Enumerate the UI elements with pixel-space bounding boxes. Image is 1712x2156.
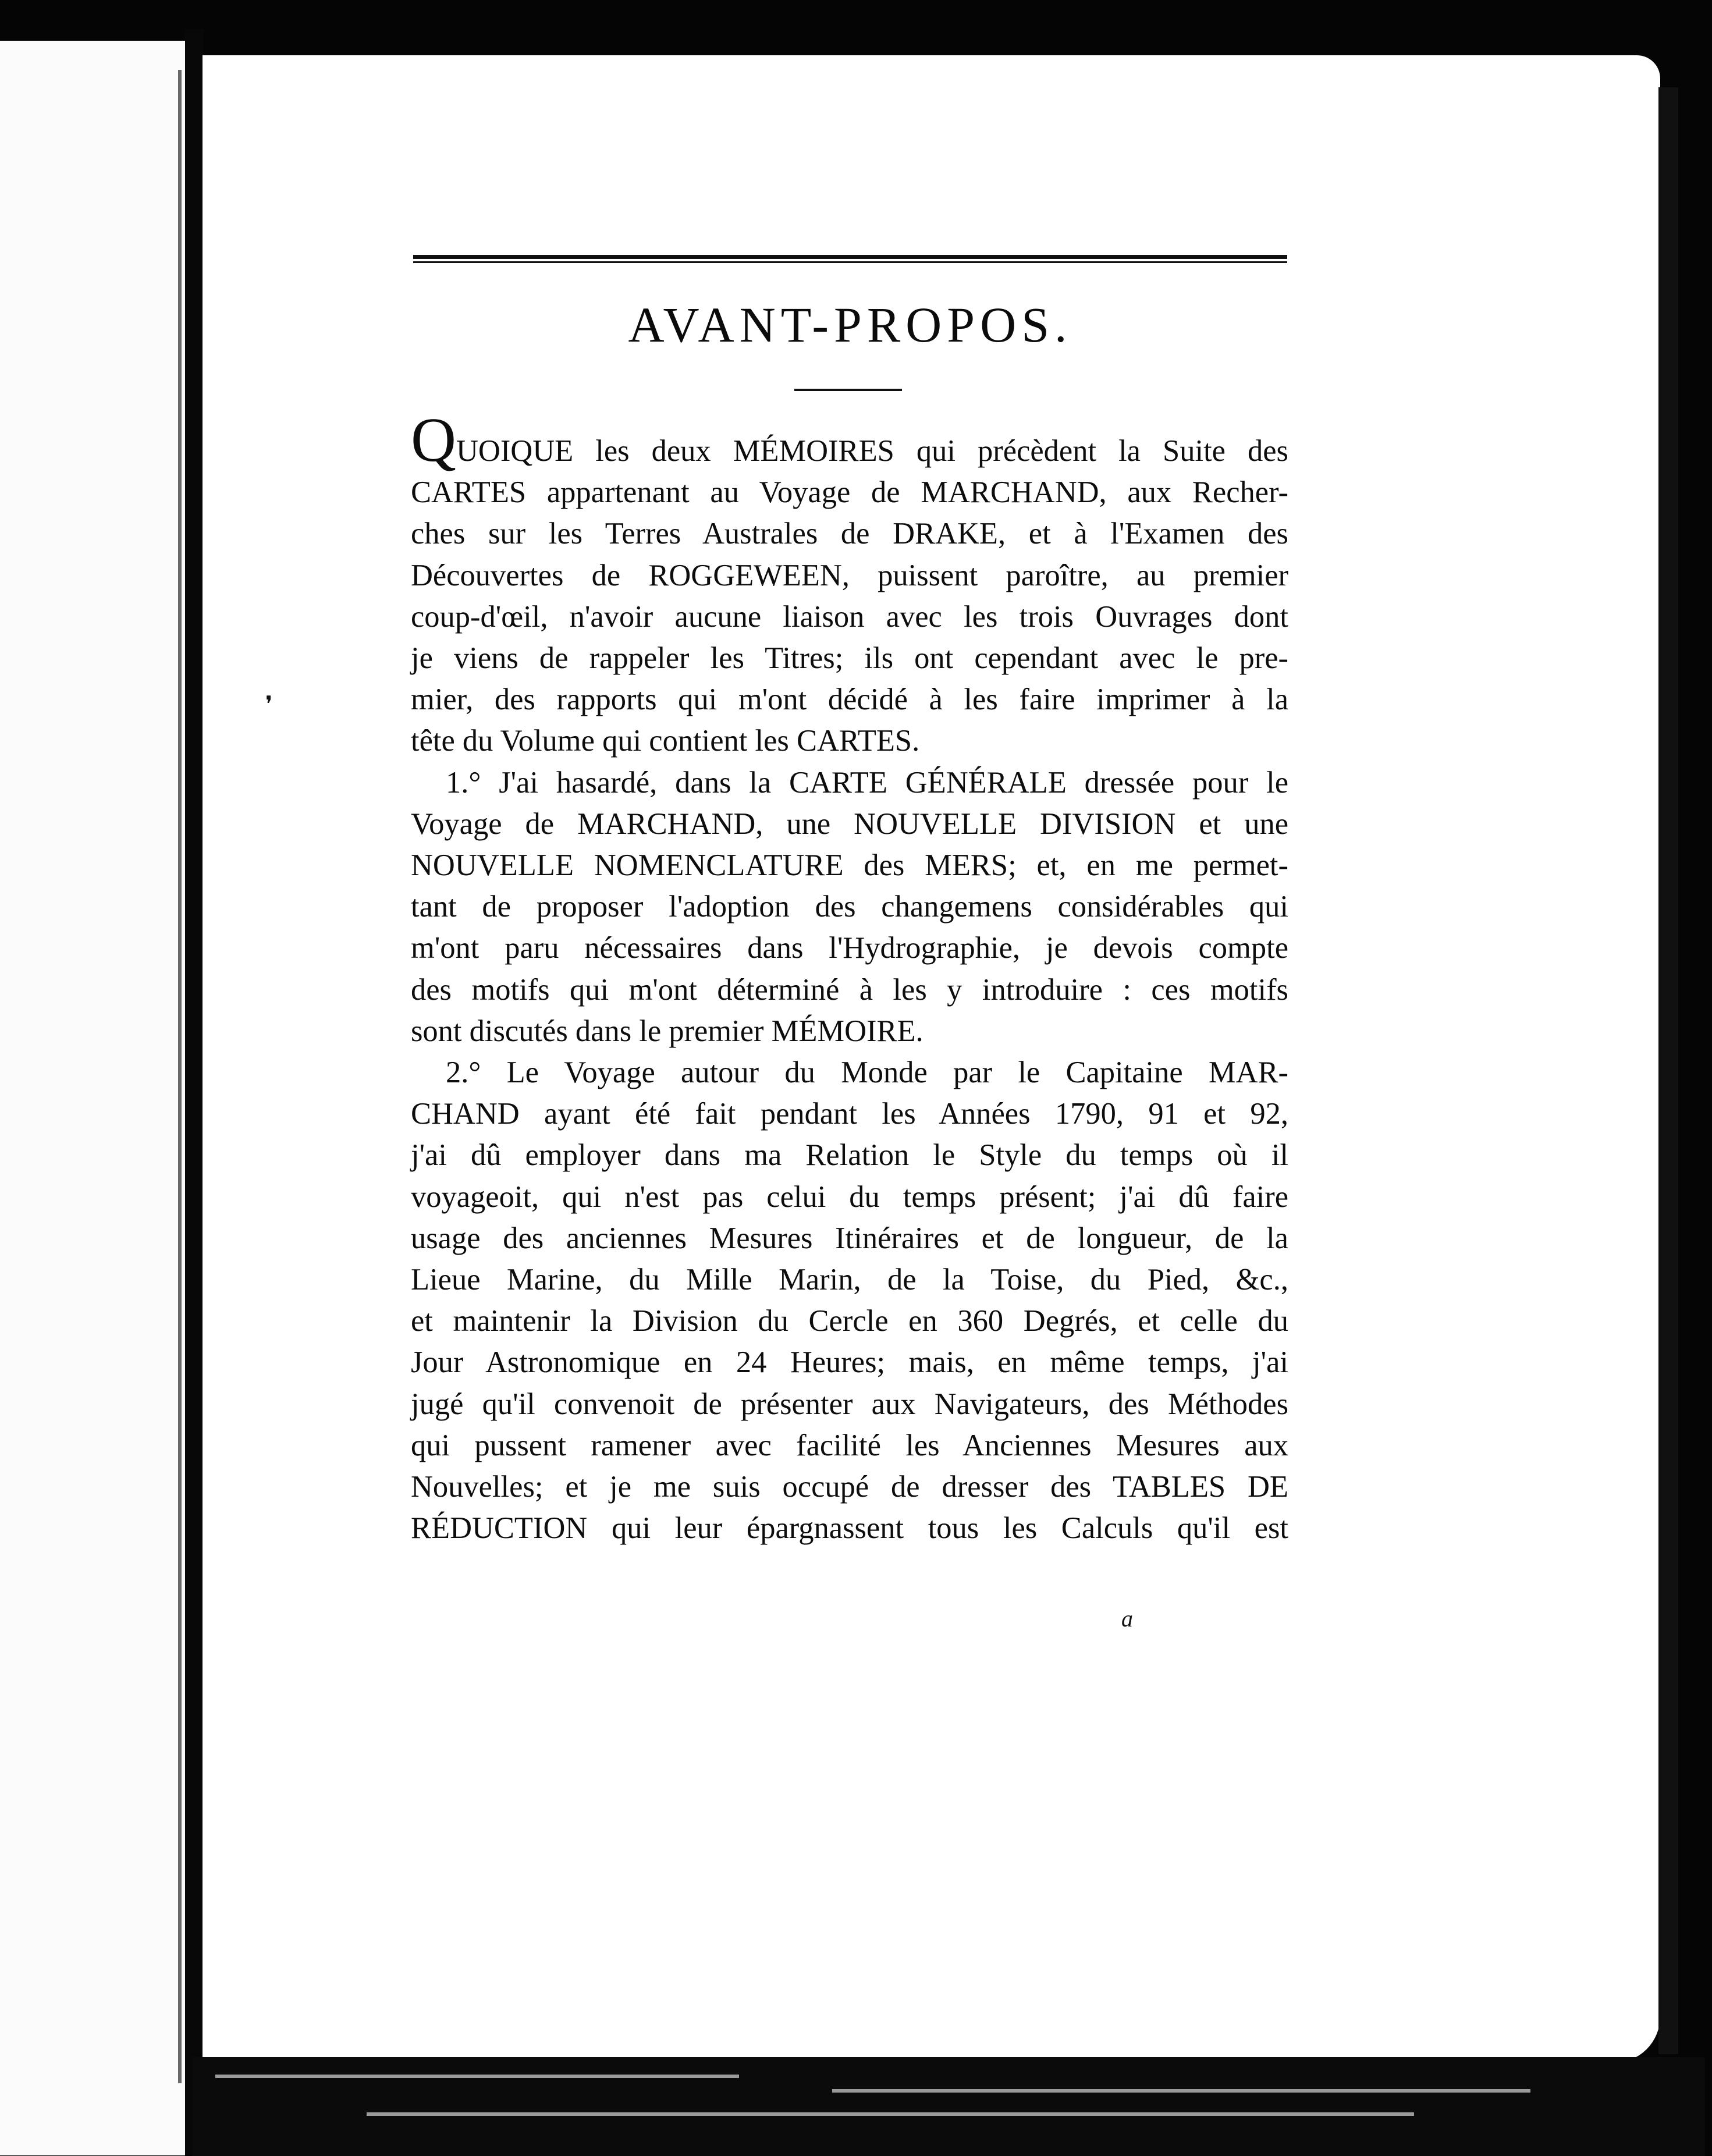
- text-line: Découvertes de ROGGEWEEN, puissent paroître, au premier: [411, 558, 1288, 592]
- text-line: m'ont paru nécessaires dans l'Hydrographie, je devois compte: [411, 931, 1288, 965]
- torn-streak: [215, 2075, 739, 2078]
- text-line: voyageoit, qui n'est pas celui du temps présent; j'ai dû faire: [411, 1180, 1288, 1214]
- text-line: RÉDUCTION qui leur épargnassent tous les Calculs qu'il est: [411, 1511, 1288, 1546]
- title-ornament: [794, 389, 902, 391]
- binding-gutter: [185, 29, 204, 2155]
- text-line: tant de proposer l'adoption des changemens considérables qui: [411, 890, 1288, 924]
- bottom-torn-edge: [192, 2057, 1705, 2156]
- text-line: NOUVELLE NOMENCLATURE des MERS; et, en me permet-: [411, 848, 1288, 883]
- text-line: qui pussent ramener avec facilité les Anciennes Mesures aux: [411, 1428, 1288, 1462]
- binding-highlight: [178, 70, 182, 2083]
- text-line: tête du Volume qui contient les CARTES.: [411, 724, 920, 758]
- text-line: jugé qu'il convenoit de présenter aux Navigateurs, des Méthodes: [411, 1387, 1288, 1421]
- text-line: 2.° Le Voyage autour du Monde par le Capitaine MAR-: [446, 1056, 1288, 1090]
- signature-mark: a: [1121, 1606, 1133, 1632]
- text-line: 1.° J'ai hasardé, dans la CARTE GÉNÉRALE dressée pour le: [446, 765, 1288, 800]
- page-right-edge: [1658, 87, 1678, 2054]
- text-line: je viens de rappeler les Titres; ils ont cependant avec le pre-: [411, 641, 1288, 676]
- ink-mark: ❜: [265, 692, 273, 717]
- torn-streak: [832, 2089, 1530, 2093]
- headpiece-thick-rule: [413, 255, 1287, 259]
- text-line: ches sur les Terres Australes de DRAKE, et à l'Examen des: [411, 517, 1288, 551]
- text-line: Lieue Marine, du Mille Marin, de la Toise, du Pied, &c.,: [411, 1263, 1288, 1297]
- torn-streak: [367, 2112, 1414, 2116]
- left-page-edge: [0, 41, 192, 2155]
- drop-cap: Q: [411, 406, 456, 475]
- text-line: sont discutés dans le premier MÉMOIRE.: [411, 1014, 924, 1048]
- text-line: coup-d'œil, n'avoir aucune liaison avec les trois Ouvrages dont: [411, 599, 1288, 634]
- body-text: [411, 406, 1288, 1549]
- text-line: CHAND ayant été fait pendant les Années 1790, 91 et 92,: [411, 1097, 1288, 1131]
- text-line: des motifs qui m'ont déterminé à les y introduire : ces motifs: [411, 972, 1288, 1007]
- text-line: Jour Astronomique en 24 Heures; mais, en même temps, j'ai: [411, 1345, 1288, 1380]
- headpiece-rule: [413, 255, 1287, 264]
- text-line: CARTES appartenant au Voyage de MARCHAND, aux Recher-: [411, 475, 1288, 510]
- text-line: Voyage de MARCHAND, une NOUVELLE DIVISION et une: [411, 807, 1288, 841]
- text-line: et maintenir la Division du Cercle en 360 Degrés, et celle du: [411, 1304, 1288, 1338]
- text-line: QUOIQUE les deux MÉMOIRES qui précèdent la Suite des: [411, 406, 1288, 475]
- headpiece-thin-rule: [413, 261, 1287, 263]
- page-title: AVANT-PROPOS.: [628, 297, 1072, 353]
- text-line: Nouvelles; et je me suis occupé de dresser des TABLES DE: [411, 1470, 1288, 1504]
- text-line: usage des anciennes Mesures Itinéraires et de longueur, de la: [411, 1221, 1288, 1255]
- text-line: mier, des rapports qui m'ont décidé à les faire imprimer à la: [411, 683, 1288, 717]
- text-line: j'ai dû employer dans ma Relation le Style du temps où il: [411, 1138, 1288, 1173]
